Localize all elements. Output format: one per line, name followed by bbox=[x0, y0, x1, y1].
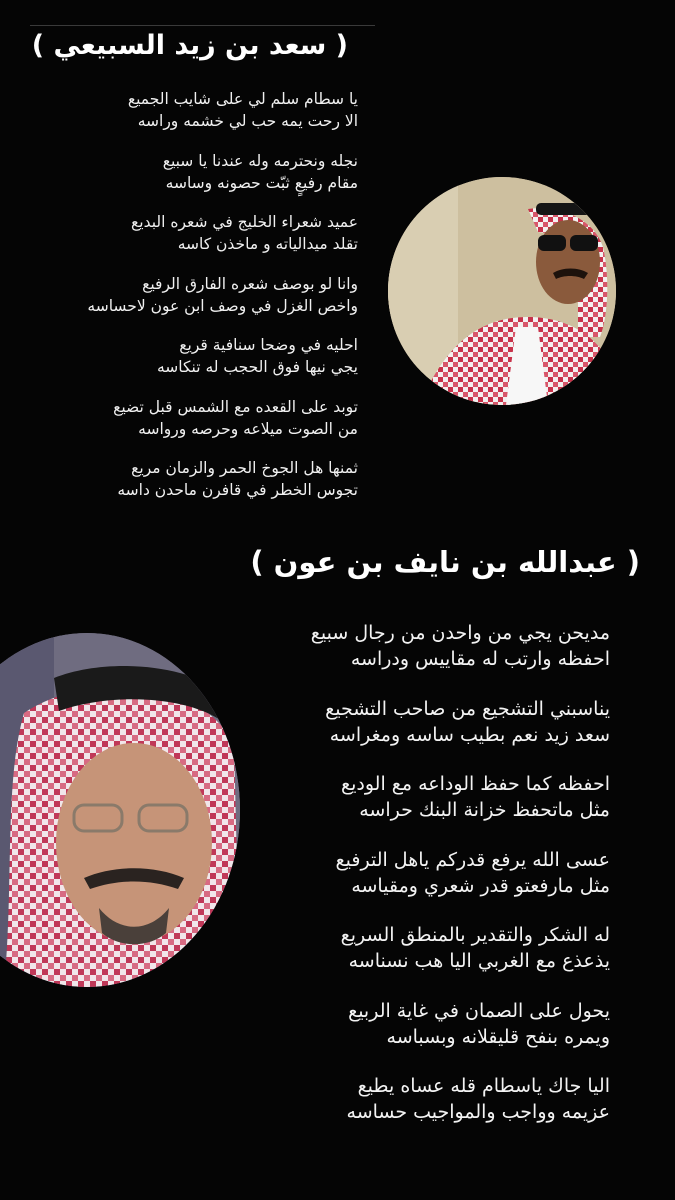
verse-line: الا رحت يمه حب لي خشمه وراسه bbox=[137, 112, 358, 130]
verse-line: مقام رفيعٍ ثبّت حصونه وساسه bbox=[165, 173, 358, 192]
poem1-verse bbox=[40, 273, 358, 335]
verse-line: يحول على الصمان في غاية الربيع bbox=[348, 999, 610, 1022]
portrait-1-illustration bbox=[388, 177, 616, 405]
verse-line: تجوس الخطر في قافرن ماحدن داسه bbox=[117, 481, 358, 499]
verse-line: واخص الغزل في وصف ابن عون لاحساسه bbox=[87, 296, 358, 315]
verse-line: توبد على القعده مع الشمس قبل تضيع bbox=[113, 397, 358, 416]
verse-line: نجله ونحترمه وله عندنا يا سبيع bbox=[162, 151, 358, 170]
verse-line: احفظه وارتب له مقاييس ودراسه bbox=[350, 648, 610, 670]
verse-line: احفظه كما حفظ الوداعه مع الوديع bbox=[341, 773, 610, 795]
verse-line: يذعذع مع الغربي اليا هب نسناسه bbox=[348, 950, 610, 972]
poem1-verse bbox=[40, 334, 358, 396]
verse-line: عزيمه وواجب والمواجيب حساسه bbox=[346, 1101, 610, 1123]
verse-line: له الشكر والتقدير بالمنطق السريع bbox=[340, 924, 610, 946]
verse-line: احليه في وضحا سنافية قريع bbox=[179, 336, 358, 354]
verse-line: مثل مارفعتو قدر شعري ومقياسه bbox=[351, 874, 610, 897]
poem2-verse bbox=[280, 696, 610, 772]
poem1-verse bbox=[40, 396, 358, 458]
poem2-verse bbox=[280, 847, 610, 923]
verse-line: عسى الله يرفع قدركم ياهل الترفيع bbox=[335, 848, 610, 871]
verse-line: عميد شعراء الخليج في شعره البديع bbox=[131, 213, 358, 231]
poem2-title: ( عبدالله بن نايف بن عون ) bbox=[250, 545, 640, 579]
poem2-verse bbox=[280, 998, 610, 1074]
poem1-title: ( سعد بن زيد السبيعي ) bbox=[31, 30, 348, 61]
verse-line: اليا جاك ياسطام قله عساه يطيع bbox=[357, 1075, 610, 1097]
verse-line: يا سطام سلم لي على شايب الجميع bbox=[127, 90, 358, 108]
poem2-verse bbox=[280, 922, 610, 998]
poem1-body bbox=[40, 88, 358, 519]
top-divider bbox=[30, 25, 375, 26]
verse-line: سعد زيد نعم بطيب ساسه ومغراسه bbox=[329, 723, 610, 746]
verse-line: تقلد ميدالياته و ماخذن كاسه bbox=[177, 235, 358, 253]
poem2-verse bbox=[280, 1073, 610, 1149]
verse-line: مثل ماتحفظ خزانة البنك حراسه bbox=[359, 799, 610, 821]
verse-line: وانا لو بوصف شعره الفارق الرفيع bbox=[142, 274, 358, 293]
poem1-verse bbox=[40, 211, 358, 273]
poem1-verse bbox=[40, 88, 358, 150]
portrait-2-illustration bbox=[0, 633, 240, 987]
poem1-verse bbox=[40, 457, 358, 519]
verse-line: مديحن يجي من واحدن من رجال سبيع bbox=[310, 622, 610, 644]
verse-line: يجي نيها فوق الحجب له تنكاسه bbox=[156, 358, 358, 376]
verse-line: يناسبني التشجيع من صاحب التشجيع bbox=[325, 697, 610, 720]
poem1-verse bbox=[40, 150, 358, 212]
portrait-photo-2 bbox=[0, 633, 240, 987]
verse-line: من الصوت ميلاعه وحرصه ورواسه bbox=[138, 419, 358, 438]
verse-line: ويمره بنفح قليقلانه وبسباسه bbox=[386, 1025, 610, 1048]
verse-line: ثمنها هل الجوخ الحمر والزمان مريع bbox=[131, 459, 358, 477]
poem2-verse bbox=[280, 771, 610, 847]
portrait-photo-1 bbox=[388, 177, 616, 405]
poem2-body bbox=[280, 620, 610, 1149]
poem2-verse bbox=[280, 620, 610, 696]
